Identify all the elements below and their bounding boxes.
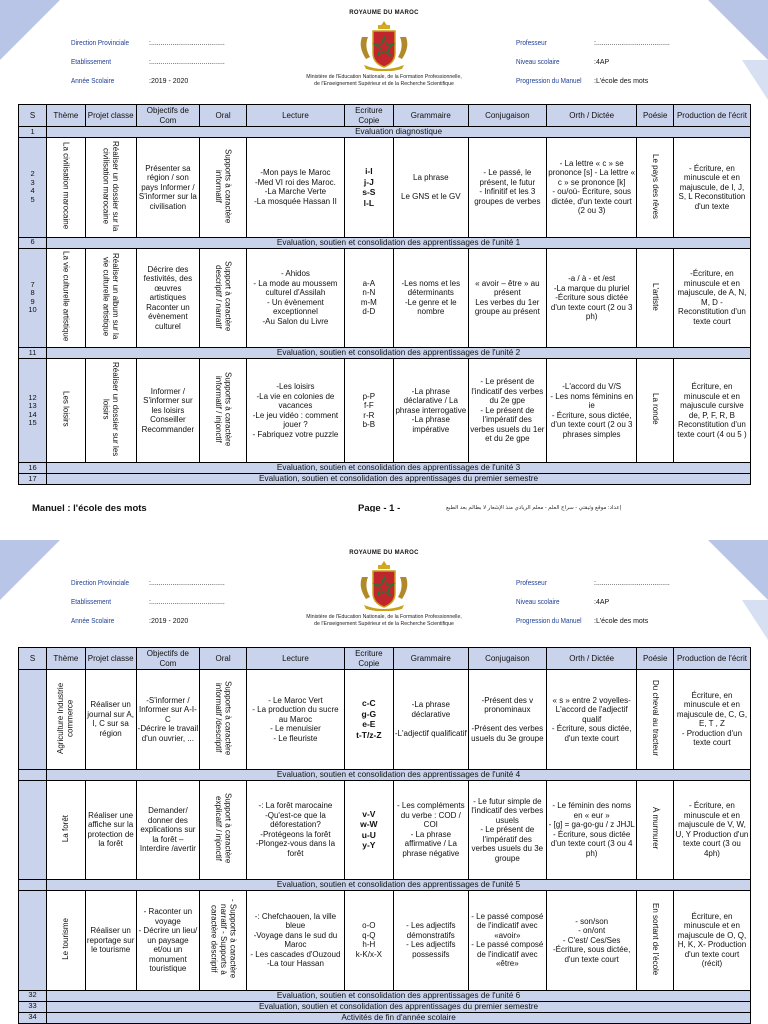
corner-decoration-left <box>0 540 60 600</box>
eval-row-6: 6 Evaluation, soutien et consolidation des apprentissages de l'unité 1 <box>19 237 751 248</box>
niveau-row: Niveau scolaire :4AP <box>516 57 610 66</box>
unit-row-5: La forêt Réaliser une affiche sur la protection de la forêt Demander/ donner des explications sur la forêt – Interdire /avertir Support à caractère explicatif / injonctif -: La forêt marocaine -Qu'est-ce que la déforestation? -Protégeons la forêt -Plongez-vous dans la forêt v-V w-W u-U y-Y - Les compléments du verbe : COD / COI - La phrase affirmative / La phrase négative - Le futur simple de l'indicatif des verbes usuels - Le présent de l'impératif des verbes usuels du 3e groupe - Le féminin des noms en « eur » - [g] = ga-go-gu / z JHJL - Écriture, sous dictée d'un texte court (3 ou 4 ph) À murmurer - Écriture, en minuscule et en majuscule de V, W, U, Y Production d'un texte court (3 ou 4ph) <box>19 780 751 880</box>
progression-row: Progression du Manuel :L'école des mots <box>516 616 649 625</box>
corner-decoration-right-lower <box>742 600 768 640</box>
etablissement-row: Etablissement :...................................... <box>71 597 225 606</box>
niveau-value: :4AP <box>594 599 610 606</box>
corner-decoration-left <box>0 0 60 60</box>
col-projet: Projet classe <box>85 105 136 127</box>
footer-manual: Manuel : l'école des mots <box>32 503 147 512</box>
annee-value: :2019 - 2020 <box>149 78 189 85</box>
direction-row: Direction Provinciale :...................................... <box>71 578 225 587</box>
annee-value: :2019 - 2020 <box>149 618 189 625</box>
progression-row: Progression du Manuel :L'école des mots <box>516 76 649 85</box>
col-oral: Oral <box>200 105 247 127</box>
footer-credit: إعداد: موقع وثيقتي - سراج العلم - معلم الريادي منذ الإشعار لا بطالم بعد الطبع <box>446 505 622 511</box>
professeur-value[interactable]: :...................................... <box>594 40 670 47</box>
eval-row-32: 32 Evaluation, soutien et consolidation des apprentissages de l'unité 6 <box>19 990 751 1001</box>
direction-value[interactable]: :...................................... <box>149 40 225 47</box>
direction-value[interactable]: :...................................... <box>149 580 225 587</box>
header-row <box>19 105 751 127</box>
col-lecture: Lecture <box>247 105 345 127</box>
eval-row-1: 1 Evaluation diagnostique <box>19 127 751 138</box>
etablissement-value[interactable]: :...................................... <box>149 599 225 606</box>
eval-row-16: 16 Evaluation, soutien et consolidation des apprentissages de l'unité 3 <box>19 463 751 474</box>
col-grammaire: Grammaire <box>393 648 468 670</box>
unit-row-4: Agriculture Industrie commerce Réaliser un journal sur A, I, C sur sa région -S'informer / Informer sur A-I-C -Décrire le travail d'un ouvrier, ... Supports à caractère informatif /descriptif - Le Maroc Vert - La production du sucre au Maroc - Le menuisier - Le fleuriste c-C g-G e-E t-T/z-Z -La phrase déclarative -L'adjectif qualificatif -Présent des v pronominaux -Présent des verbes usuels du 3e groupe « s » entre 2 voyelles- L'accord de l'adjectif qualif - Écriture, sous dictée, d'un texte court Du cheval au tracteur Écriture, en minuscule et en majuscule de, C, G, E, T , Z - Production d'un texte court <box>19 670 751 770</box>
col-oral: Oral <box>200 648 247 670</box>
col-production: Production de l'écrit <box>673 648 750 670</box>
schedule-table-1 <box>18 104 751 485</box>
ministry-title: Ministère de l'Education Nationale, de la Formation Professionnelle, de l'Enseignement Supérieur et de la Recherche Scientifique <box>306 614 462 627</box>
unit-row-1: 2 3 4 5 La civilisation marocaine Réaliser un dossier sur la civilisation marocaine Présenter sa région / son pays Informer / S'informer sur la civilisation Supports à caractère informatif -Mon pays le Maroc -Med VI roi des Maroc. -La Marche Verte -La mosquée Hassan II i-I j-J s-S l-L La phrase Le GNS et le GV - Le passé, le présent, le futur - Infinitif et les 3 groupes de verbes - La lettre « c » se prononce [s] - La lettre « c » se prononce [k] - ou/où- Écriture, sous dictée, d'un texte court (2 ou 3) Le pays des rêves - Écriture, en minuscule et en majuscule, de I, J, S, L Reconstitution d'un texte <box>19 138 751 238</box>
header-row <box>19 648 751 670</box>
annee-row: Année Scolaire :2019 - 2020 <box>71 76 189 85</box>
col-ecriture: Ecriture Copie <box>344 648 393 670</box>
moroccan-coat-of-arms-icon <box>356 19 412 71</box>
unit-row-2: 7 8 9 10 La vie culturelle artistique Réaliser un album sur la vie culturelle artistique Décrire des festivités, des œuvres artistiques Raconter un évènement culturel Support à caractère descriptif / narratif - Ahidos - La mode au moussem culturel d'Assilah - Un évènement exceptionnel -Au Salon du Livre a-A n-N m-M d-D -Les noms et les déterminants -Le genre et le nombre « avoir – être » au présent Les verbes du 1er groupe au présent -a / à - et /est -La marque du pluriel -Écriture sous dictée d'un texte court (2 ou 3 ph) L'artiste -Écriture, en minuscule et en majuscule, de A, N, M, D - Reconstitution d'un texte court <box>19 248 751 348</box>
col-production: Production de l'écrit <box>673 105 750 127</box>
footer-page-number: Page - 1 - <box>358 503 401 512</box>
col-poesie: Poésie <box>637 105 673 127</box>
niveau-value: :4AP <box>594 59 610 66</box>
moroccan-coat-of-arms-icon <box>356 559 412 611</box>
progression-value: :L'école des mots <box>594 78 649 85</box>
col-poesie: Poésie <box>637 648 673 670</box>
page-2 <box>0 540 768 1024</box>
progression-value: :L'école des mots <box>594 618 649 625</box>
eval-row-33: 33 Evaluation, soutien et consolidation des apprentissages du premier semestre <box>19 1001 751 1012</box>
professeur-row: Professeur :...................................... <box>516 578 670 587</box>
kingdom-title: ROYAUME DU MAROC <box>349 550 419 556</box>
col-orth: Orth / Dictée <box>546 105 637 127</box>
col-lecture: Lecture <box>247 648 345 670</box>
col-grammaire: Grammaire <box>393 105 468 127</box>
col-projet: Projet classe <box>85 648 136 670</box>
col-s: S <box>19 105 47 127</box>
etablissement-value[interactable]: :...................................... <box>149 59 225 66</box>
page-footer <box>18 503 751 512</box>
unit-row-3: 12 13 14 15 Les loisirs Réaliser un dossier sur les loisirs Informer / S'informer sur les loisirs Conseiller Recommander Supports à caractère informatif / injonctif -Les loisirs -La vie en colonies de vacances -Le jeu vidéo : comment jouer ? - Fabriquez votre puzzle p-P f-F r-R b-B -La phrase déclarative / La phrase interrogative -La phrase impérative - Le présent de l'indicatif des verbes du 2e gpe - Le présent de l'impératif des verbes usuels du 1er et du 2e gpe -L'accord du V/S - Les noms féminins en ie - Écriture, sous dictée, d'un texte court (2 ou 3 phrases simples La ronde Écriture, en minuscule et en majuscule cursive de, P, F, R, B Reconstitution d'un texte court (4 ou 5 ) <box>19 359 751 463</box>
annee-row: Année Scolaire :2019 - 2020 <box>71 616 189 625</box>
col-s: S <box>19 648 47 670</box>
niveau-row: Niveau scolaire :4AP <box>516 597 610 606</box>
etablissement-row: Etablissement :...................................... <box>71 57 225 66</box>
col-conjugaison: Conjugaison <box>468 105 546 127</box>
corner-decoration-right <box>708 0 768 60</box>
eval-row-17: 17 Evaluation, soutien et consolidation des apprentissages du premier semestre <box>19 474 751 485</box>
col-orth: Orth / Dictée <box>546 648 637 670</box>
page-gap <box>0 512 768 540</box>
corner-decoration-right <box>708 540 768 600</box>
ministry-title: Ministère de l'Education Nationale, de la Formation Professionnelle, de l'Enseignement Supérieur et de la Recherche Scientifique <box>306 74 462 87</box>
eval-row-unit-4: Evaluation, soutien et consolidation des apprentissages de l'unité 4 <box>19 769 751 780</box>
eval-row-unit-5: Evaluation, soutien et consolidation des apprentissages de l'unité 5 <box>19 880 751 891</box>
eval-row-11: 11 Evaluation, soutien et consolidation des apprentissages de l'unité 2 <box>19 348 751 359</box>
kingdom-title: ROYAUME DU MAROC <box>349 10 419 16</box>
col-objectifs: Objectifs de Com <box>136 648 200 670</box>
unit-row-6: Le tourisme Réaliser un reportage sur le tourisme - Raconter un voyage - Décrire un lieu/ un paysage et/ou un monument touristique - Supports à caractère narratif - Supports à caractère descriptif -: Chefchaouen, la ville bleue -Voyage dans le sud du Maroc - Les cascades d'Ouzoud -La tour Hassan o-O q-Q h-H k-K/x-X - Les adjectifs démonstratifs - Les adjectifs possessifs - Le passé composé de l'indicatif avec «avoir» - Le passé composé de l'indicatif avec «être» - son/son - on/ont - C'est/ Ces/Ses -Écriture, sous dictée, d'un texte court En sortant de l'école Écriture, en minuscule et en majuscule de O, Q, H, K, X- Production d'un texte court (récit) <box>19 891 751 991</box>
col-ecriture: Ecriture Copie <box>344 105 393 127</box>
col-conjugaison: Conjugaison <box>468 648 546 670</box>
professeur-row: Professeur :...................................... <box>516 38 670 47</box>
corner-decoration-right-lower <box>742 60 768 100</box>
professeur-value[interactable]: :...................................... <box>594 580 670 587</box>
schedule-table-2 <box>18 647 751 1024</box>
col-theme: Thème <box>47 648 86 670</box>
col-objectifs: Objectifs de Com <box>136 105 200 127</box>
direction-row: Direction Provinciale :...................................... <box>71 38 225 47</box>
col-theme: Thème <box>47 105 86 127</box>
eval-row-34: 34 Activités de fin d'année scolaire <box>19 1012 751 1023</box>
